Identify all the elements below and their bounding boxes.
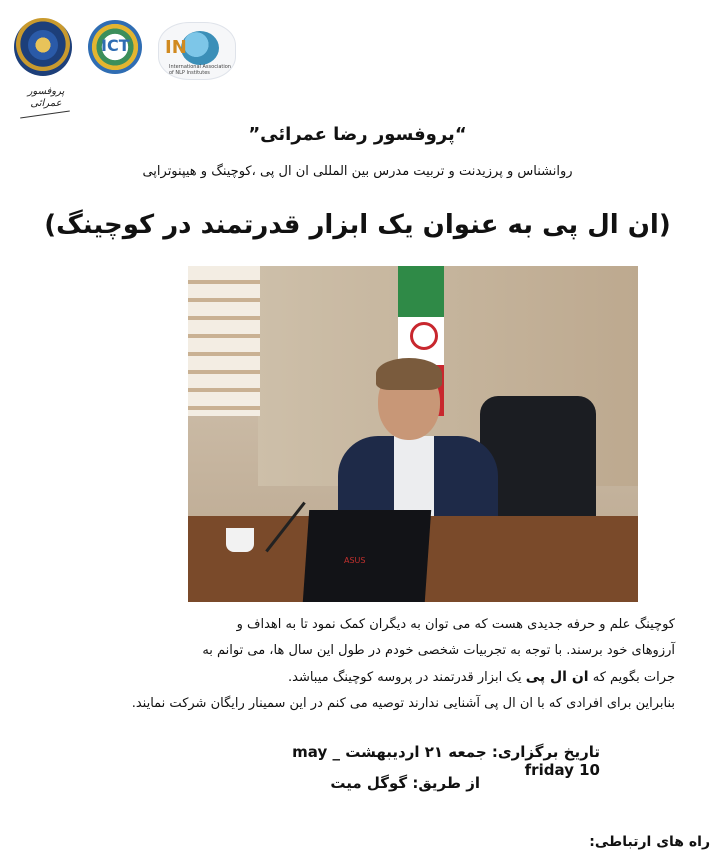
signature-stroke xyxy=(20,111,70,119)
description-line-2: آرزوهای خود برسند. با توجه به تجربیات شخصی خودم در طول این سال ها، می توانم به xyxy=(202,643,675,658)
laptop-logo: ASUS xyxy=(344,556,366,565)
signature-text: پروفسور عمرائی xyxy=(27,86,65,109)
ict-logo-text: ICT xyxy=(101,36,130,55)
signature xyxy=(16,86,76,126)
speaker-subtitle: روانشناس و پرزیدنت و تربیت مدرس بین المللی ان ال پی ،کوچینگ و هیپنوتراپی xyxy=(142,164,573,179)
event-date: تاریخ برگزاری: جمعه ۲۱ اردیبهشت _ may friday 10 xyxy=(292,743,600,779)
description-line-4: بنابراین برای افرادی که با ان ال پی آشنایی ندارند توصیه می کنم در این سمینار رایگان شرکت نمایند. xyxy=(131,696,675,711)
event-platform: از طریق: گوگل میت xyxy=(330,774,480,792)
description-line-3 xyxy=(120,664,675,691)
speaker-photo xyxy=(188,266,638,602)
logo-emblem xyxy=(28,30,58,60)
description xyxy=(120,612,675,717)
description-line-1: کوچینگ علم و حرفه جدیدی هست که می توان به دیگران کمک نمود تا به اهداف و xyxy=(236,617,675,632)
cup xyxy=(226,528,254,552)
iani-logo xyxy=(158,22,236,80)
iani-logo-caption: International Association of NLP Institutes xyxy=(169,64,231,76)
laptop xyxy=(303,510,431,602)
photo-window xyxy=(188,266,260,416)
institute-logo-left xyxy=(14,18,72,76)
logo-group xyxy=(14,18,244,128)
nlp-emphasis: ان ال پی xyxy=(525,669,589,685)
speaker-name: “پروفسور رضا عمرائی” xyxy=(248,124,467,145)
contact-heading: راه های ارتباطی: xyxy=(589,834,710,850)
description-line-3-end: یک ابزار قدرتمند در پروسه کوچینگ میباشد. xyxy=(288,670,526,685)
speaker-hair xyxy=(376,358,442,390)
seminar-headline: (ان ال پی به عنوان یک ابزار قدرتمند در کوچینگ) xyxy=(44,210,671,240)
description-line-3-start: جرات بگویم که xyxy=(588,670,675,685)
iani-logo-text: IN xyxy=(165,37,187,58)
ict-logo xyxy=(88,20,142,74)
flag-emblem xyxy=(410,322,438,350)
